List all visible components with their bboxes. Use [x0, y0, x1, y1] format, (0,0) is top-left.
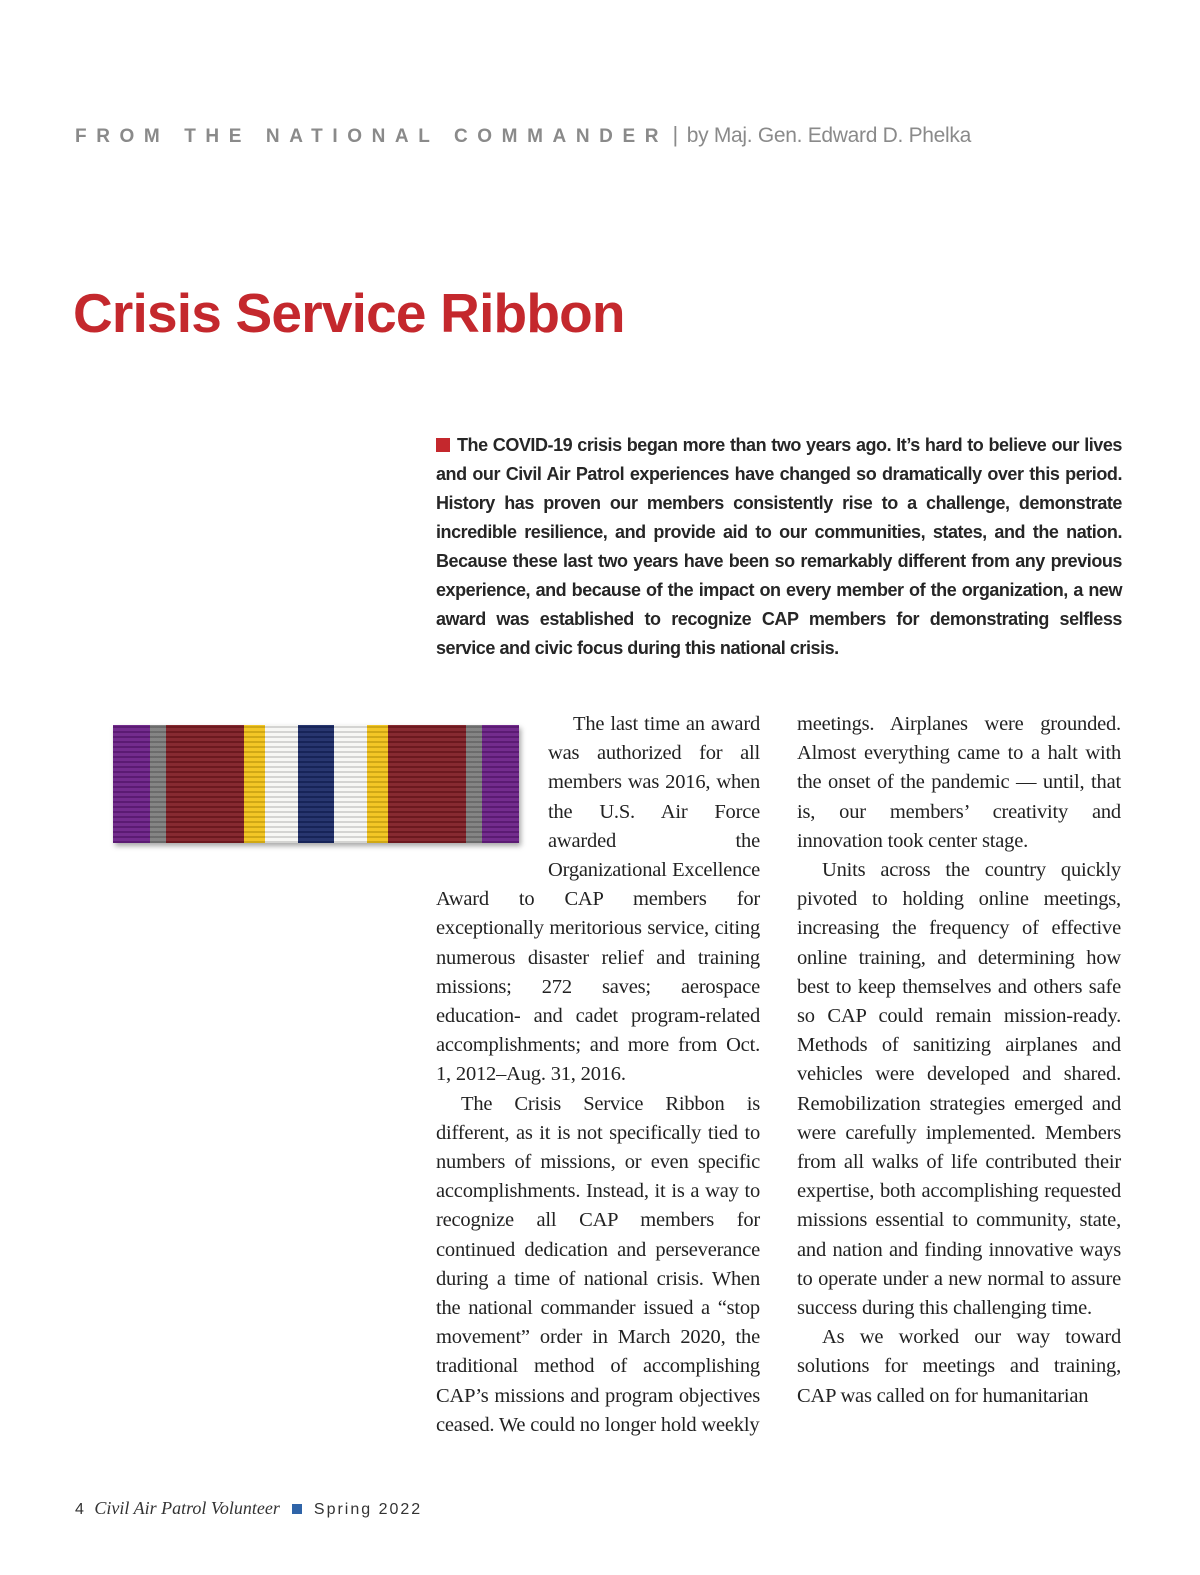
- page-footer: [75, 1496, 422, 1522]
- body-column-1: [436, 710, 760, 1440]
- red-square-bullet-icon: [436, 438, 450, 452]
- body-paragraph: Units across the country quickly pivoted to holding online meetings, increasing the frequency of effective online training, and determining how best to keep themselves and others safe so CAP could remain mission-ready. Methods of sanitizing airplanes and vehicles were developed and shared. Remobilization strategies emerged and were carefully implemented. Members from all walks of life contributed their expertise, both accomplishing requested missions essential to community, state, and nation and finding innovative ways to operate under a new normal to assure success during this challenging time.: [797, 859, 1121, 1320]
- publication-name: Civil Air Patrol Volunteer: [94, 1498, 280, 1518]
- page-number: 4: [75, 1501, 84, 1518]
- ribbon-wrap-space: [436, 710, 548, 885]
- body-paragraph: As we worked our way toward solutions for meetings and training, CAP was called on for humanitarian: [797, 1326, 1121, 1407]
- kicker-separator: |: [672, 122, 679, 147]
- article-title: Crisis Service Ribbon: [73, 282, 625, 344]
- section-kicker: FROM THE NATIONAL COMMANDER: [75, 126, 669, 147]
- ribbon-stripe: [166, 725, 244, 843]
- body-paragraph: meetings. Airplanes were grounded. Almost everything came to a halt with the onset of the pandemic — until, that is, our members’ creativity and innovation took center stage.: [797, 713, 1121, 852]
- byline: by Maj. Gen. Edward D. Phelka: [686, 124, 971, 147]
- ribbon-stripe: [265, 725, 298, 843]
- article-deck: [436, 431, 1122, 663]
- ribbon-stripe: [367, 725, 388, 843]
- department-header: [75, 120, 971, 153]
- ribbon-stripe: [334, 725, 367, 843]
- body-paragraph: The last time an award was authorized for all members was 2016, when the U.S. Air Force awarded the Organizational Excellence Award to CAP members for exceptionally meritorious service, citing numerous disaster relief and training missions; 272 saves; aerospace education- and cadet program-related accomplishments; and more from Oct. 1, 2012–Aug. 31, 2016.: [436, 713, 760, 1086]
- ribbon-stripe: [150, 725, 166, 843]
- body-column-2: [797, 710, 1121, 1411]
- issue-date: Spring 2022: [313, 1501, 423, 1518]
- ribbon-stripe: [113, 725, 150, 843]
- ribbon-stripe: [244, 725, 265, 843]
- body-paragraph: The Crisis Service Ribbon is different, as it is not specifically tied to numbers of missions, or even specific accomplishments. Instead, it is a way to recognize all CAP members for continued dedication and perseverance during a time of national crisis. When the national commander issued a “stop movement” order in March 2020, the traditional method of accomplishing CAP’s missions and program objectives ceased. We could no longer hold weekly: [436, 1092, 760, 1436]
- deck-text: The COVID-19 crisis began more than two years ago. It’s hard to believe our lives and our Civil Air Patrol experiences have changed so dramatically over this period. History has proven our members consistently rise to a challenge, demonstrate incredible resilience, and provide aid to our communities, states, and the nation. Because these last two years have been so remarkably different from any previous experience, and because of the impact on every member of the organization, a new award was established to recognize CAP members for demonstrating selfless service and civic focus during this national crisis.: [436, 435, 1122, 658]
- blue-square-separator-icon: [292, 1504, 302, 1514]
- ribbon-stripe: [298, 725, 335, 843]
